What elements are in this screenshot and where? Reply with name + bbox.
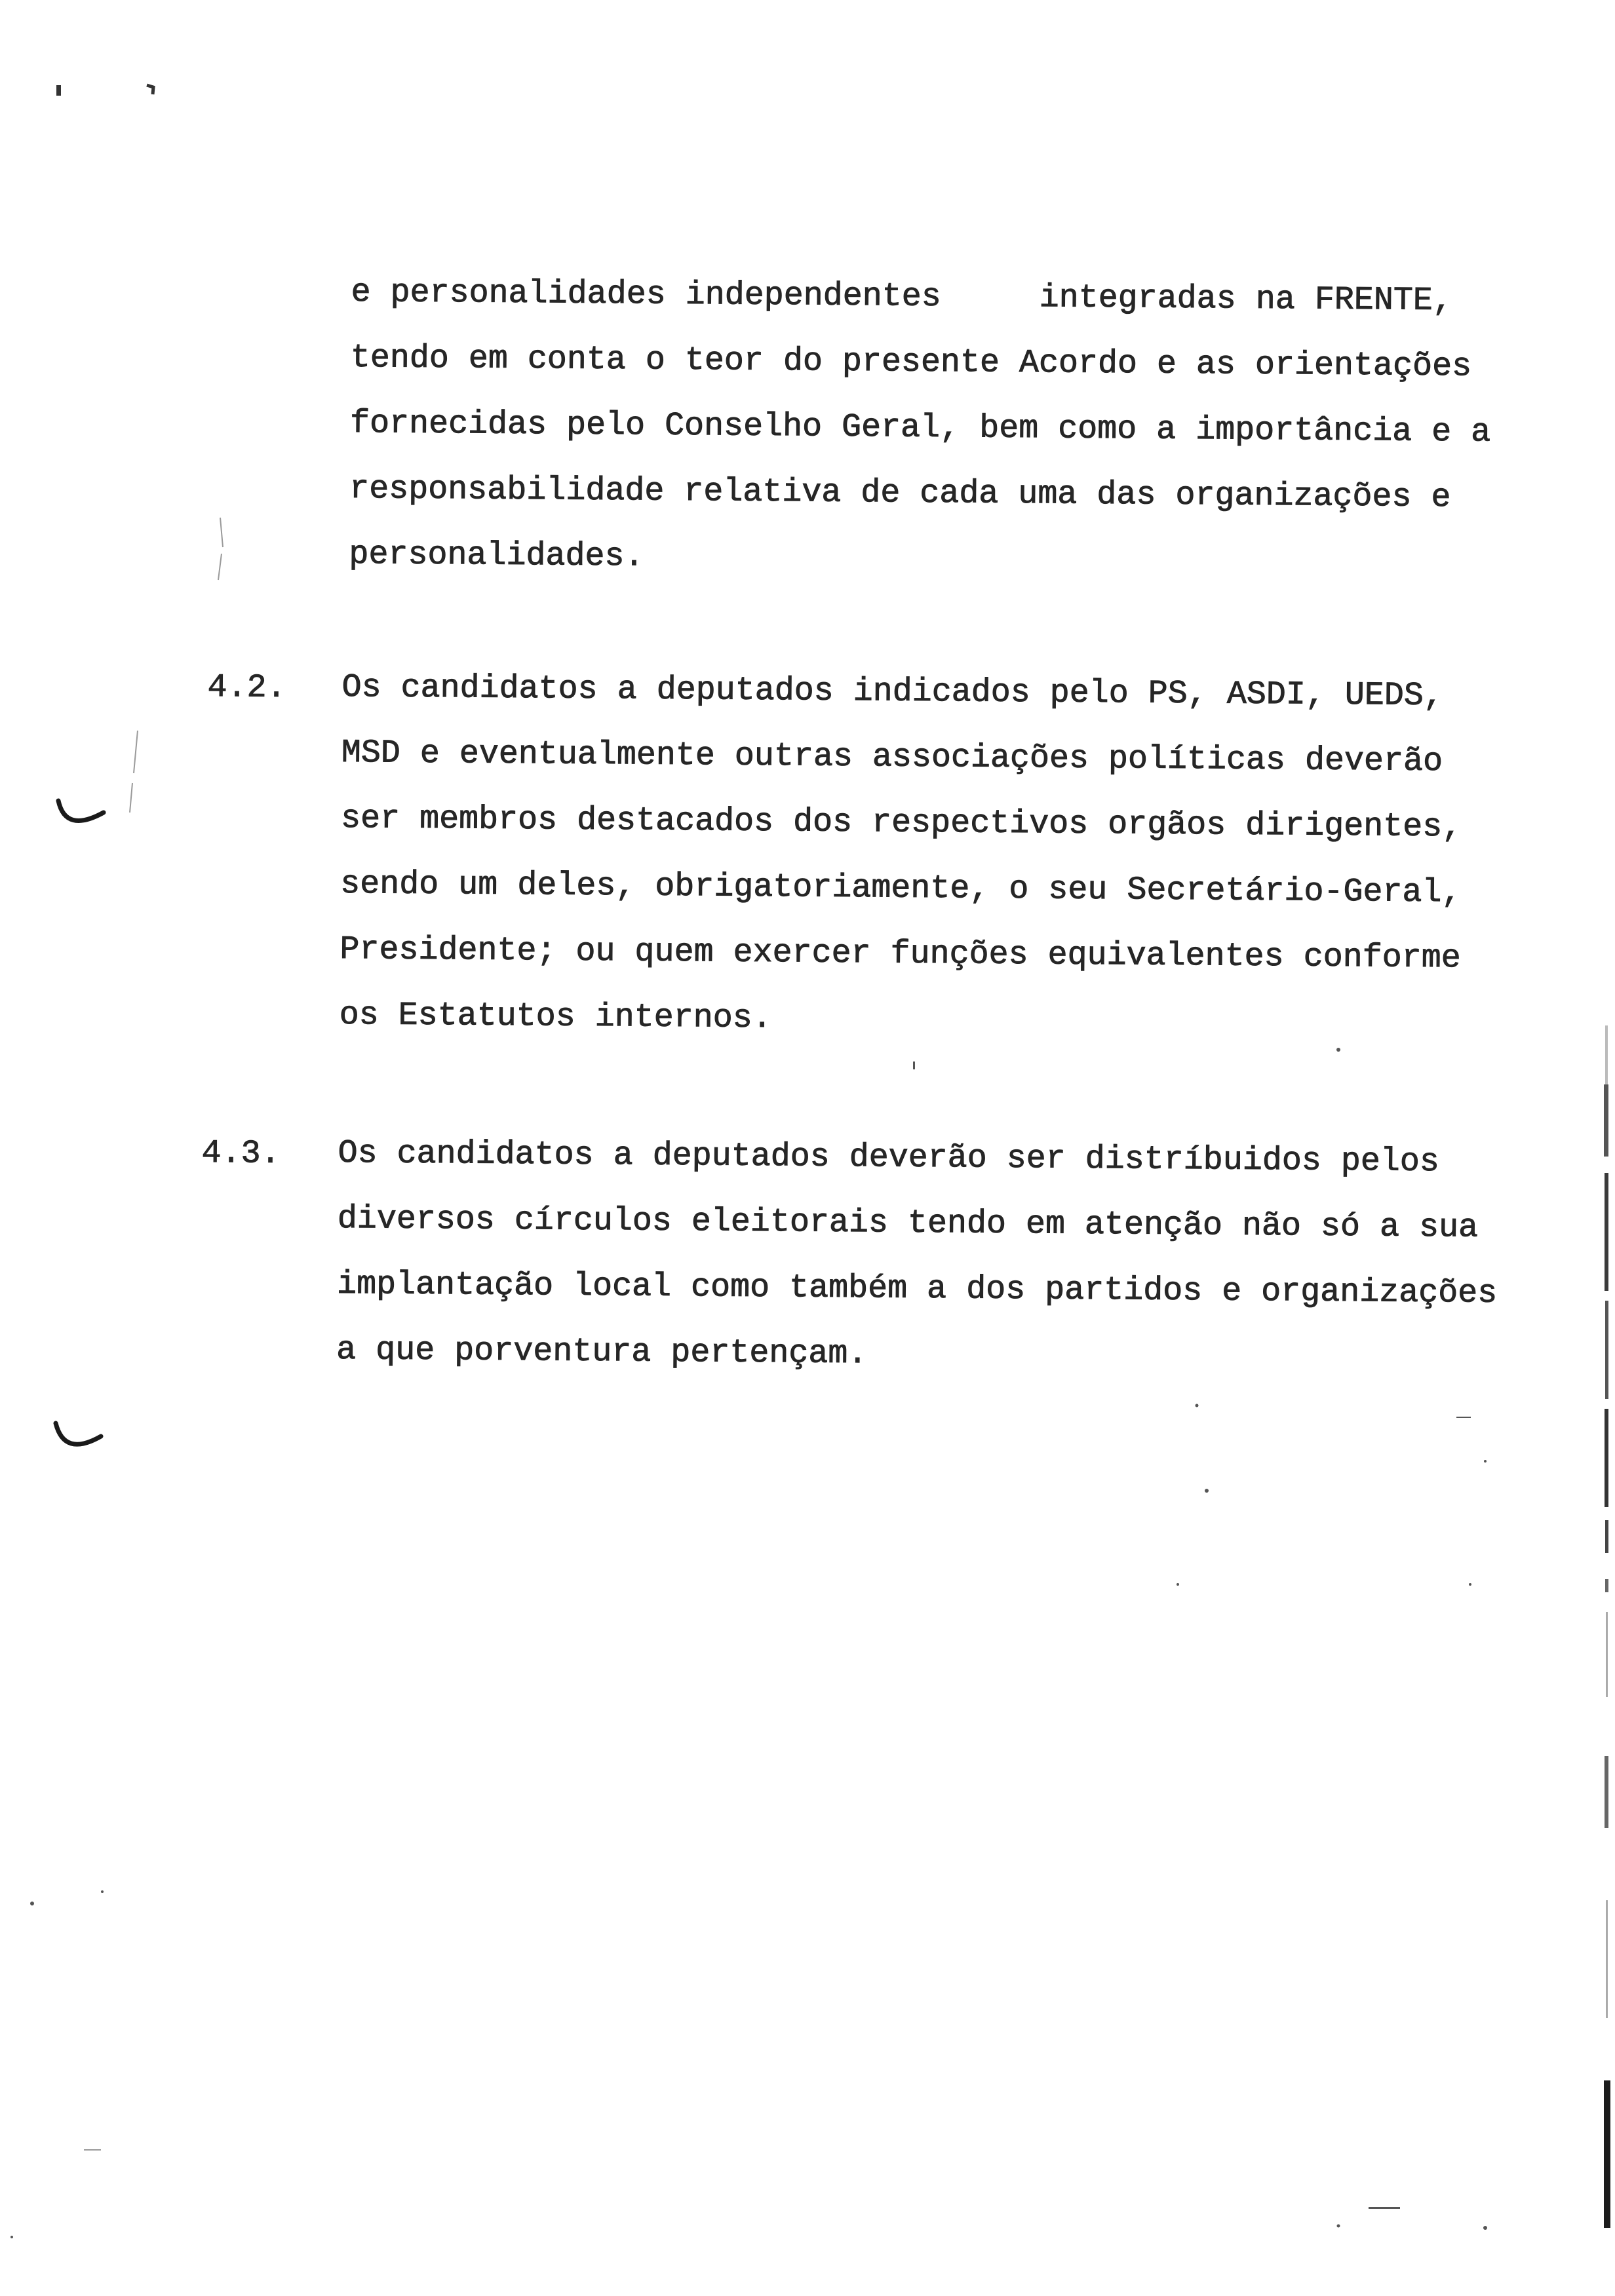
paragraph-continuation	[349, 260, 1492, 597]
section-number: 4.2.	[207, 668, 286, 707]
text-line: personalidades.	[349, 535, 644, 576]
text-line: responsabilidade relativa de cada uma das organizações e	[349, 470, 1451, 517]
section-4-3-paragraph	[336, 1121, 1498, 1392]
text-line: Os candidatos a deputados indicados pelo PS, ASDI, UEDS,	[341, 668, 1444, 716]
text-line: a que porventura pertençam.	[336, 1331, 868, 1373]
section-4-2-paragraph	[339, 655, 1463, 1057]
text-line: e personalidades independentes integradas na FRENTE,	[351, 273, 1453, 320]
text-line: os Estatutos internos.	[339, 996, 772, 1038]
text-line: fornecidas pelo Conselho Geral, bem como a importância e a	[349, 404, 1491, 451]
text-line: Os candidatos a deputados deverão ser distríbuidos pelos	[338, 1134, 1440, 1181]
text-line: ser membros destacados dos respectivos orgãos dirigentes,	[340, 799, 1462, 847]
section-number: 4.3.	[201, 1134, 281, 1173]
margin-speck	[56, 85, 61, 96]
pencil-mark	[218, 518, 223, 580]
text-line: Presidente; ou quem exercer funções equivalentes conforme	[340, 930, 1461, 978]
text-line: diversos círculos eleitorais tendo em atenção não só a sua	[337, 1200, 1479, 1247]
margin-speck	[147, 85, 153, 94]
margin-curve-mark	[58, 801, 104, 820]
text-line: tendo em conta o teor do presente Acordo e as orientações	[350, 339, 1472, 386]
margin-curve-mark	[56, 1423, 101, 1444]
text-line: MSD e eventualmente outras associações políticas deverão	[341, 734, 1443, 781]
scanner-edge-strip	[1604, 1025, 1610, 2228]
text-line: implantação local como também a dos partidos e organizações	[336, 1265, 1498, 1312]
pencil-mark	[130, 731, 138, 813]
text-line: sendo um deles, obrigatoriamente, o seu Secretário-Geral,	[340, 865, 1462, 912]
